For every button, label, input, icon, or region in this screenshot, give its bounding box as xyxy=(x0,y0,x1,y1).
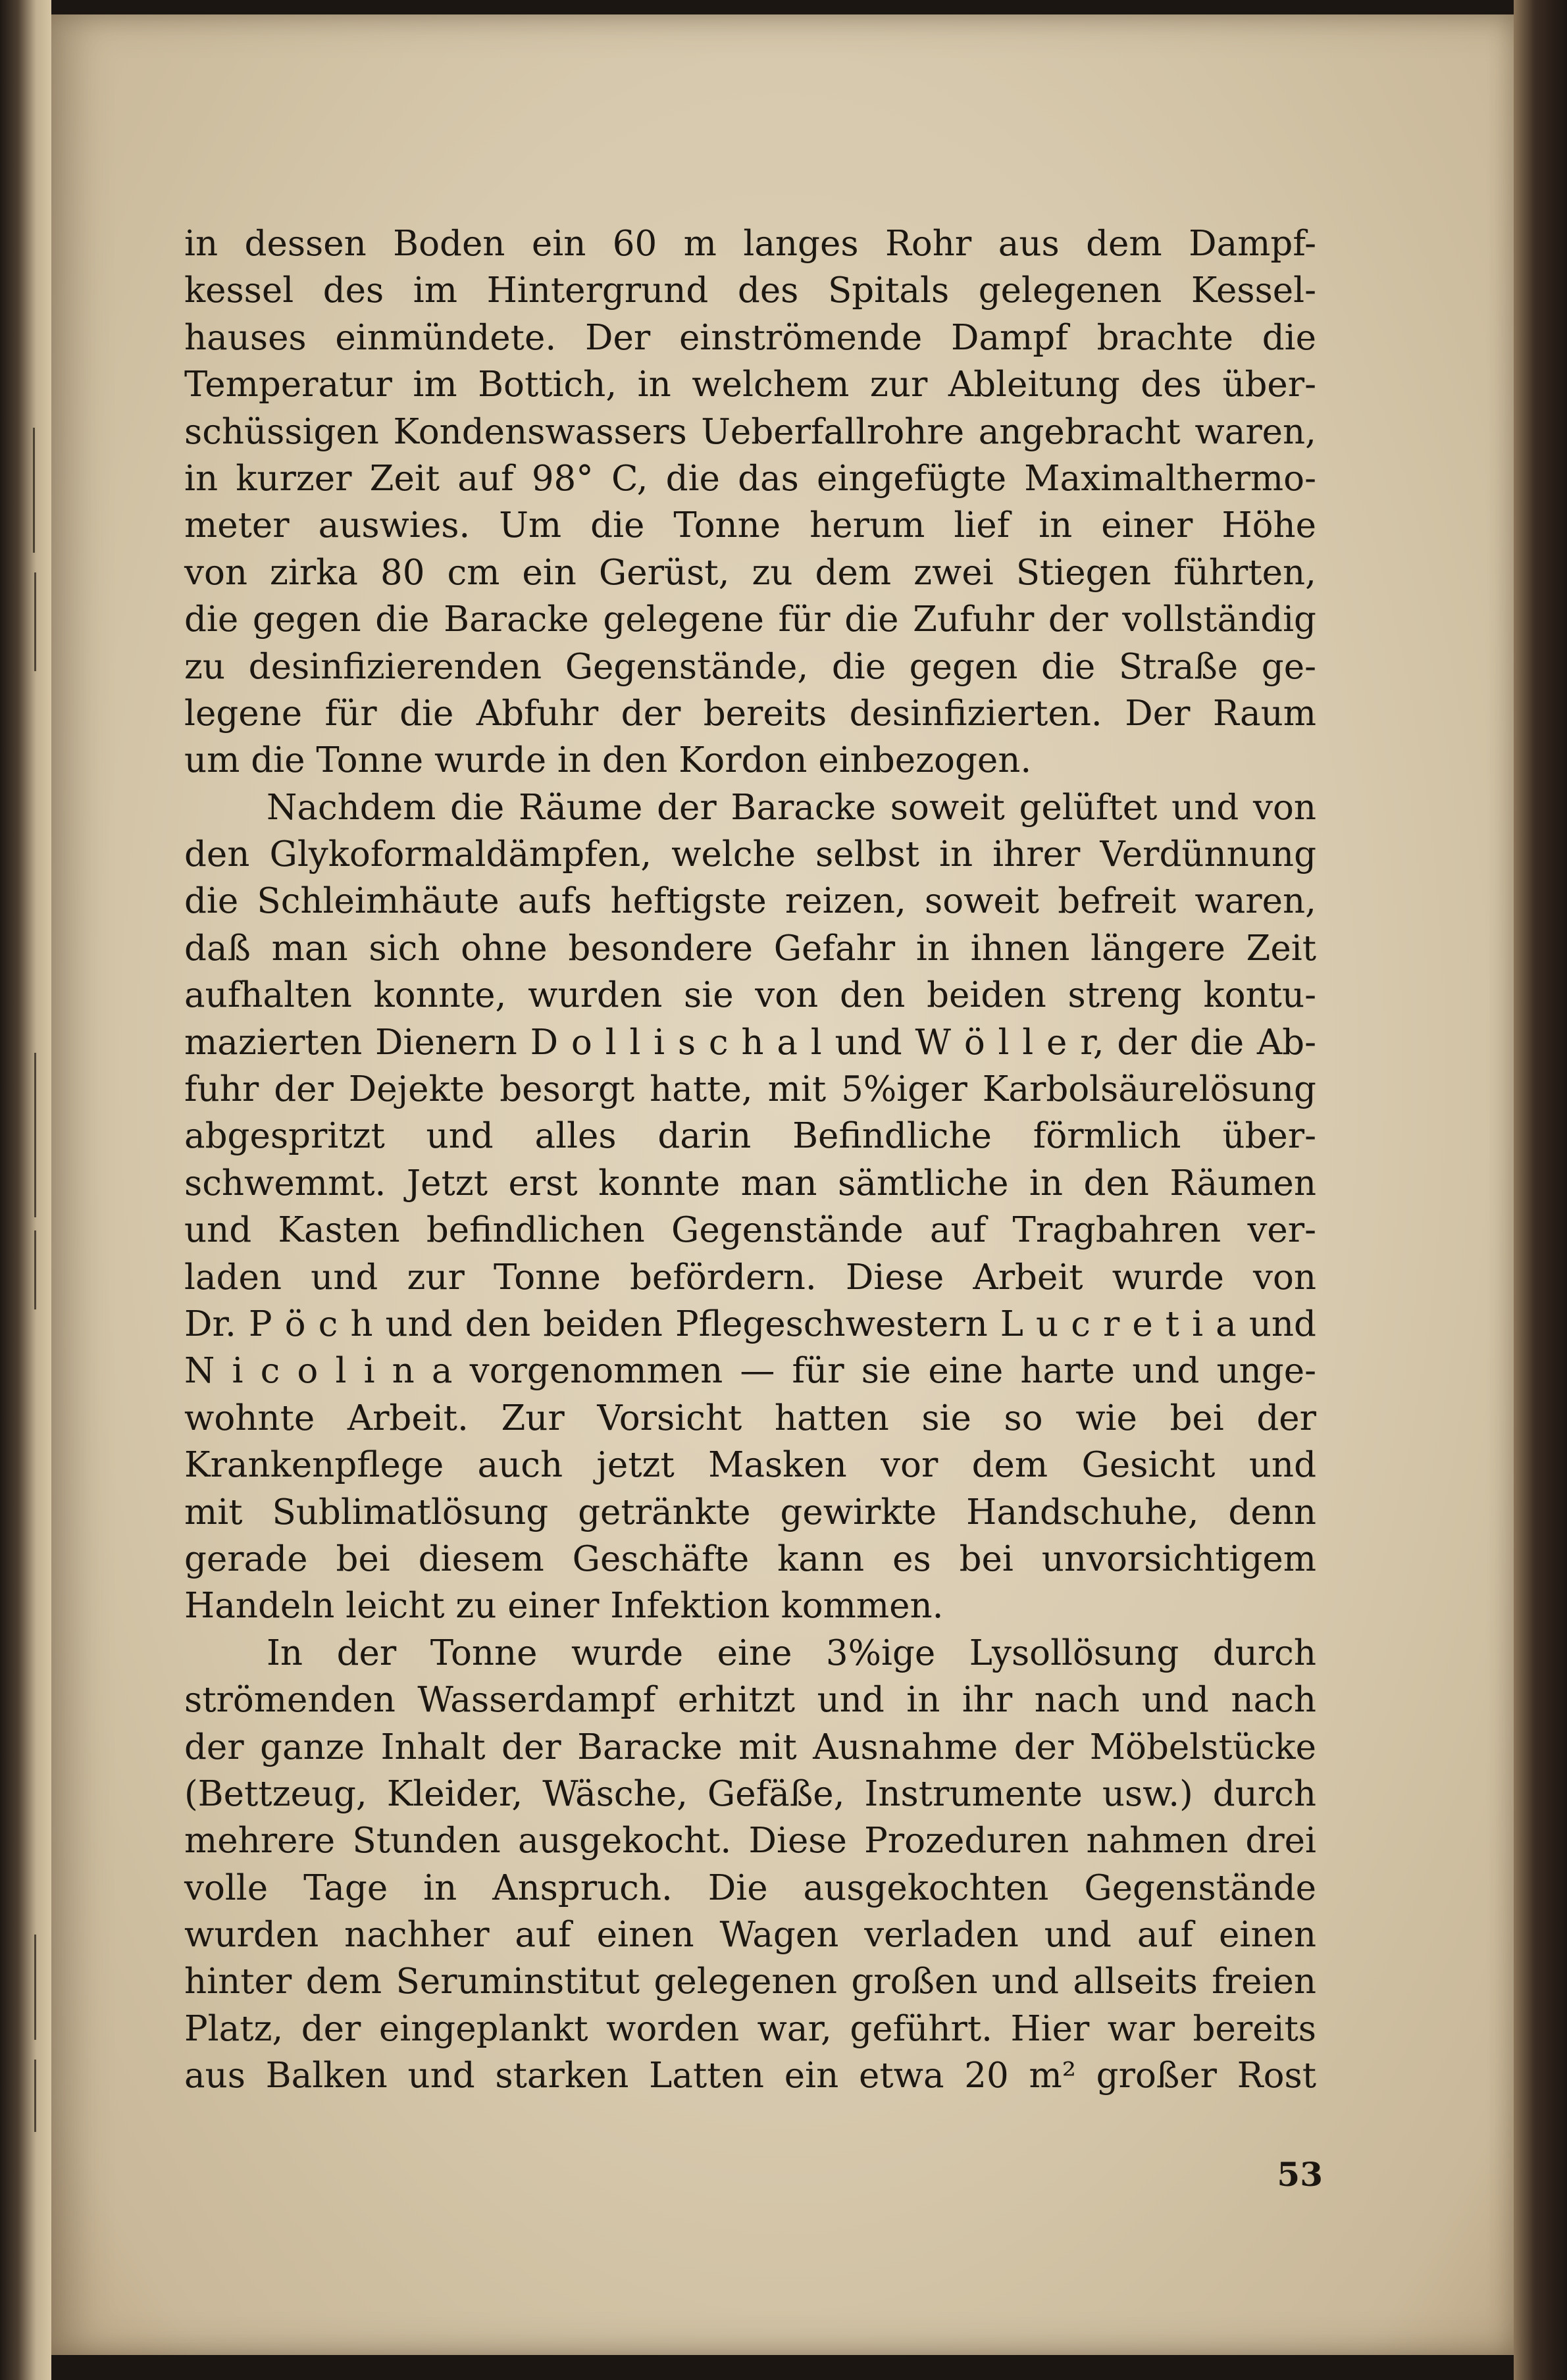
text-line: daß man sich ohne besondere Gefahr in ihnen längere Zeit xyxy=(184,928,1316,969)
page-number: 53 xyxy=(1277,2155,1323,2194)
text-line: hinter dem Seruminstitut gelegenen großen und allseits freien xyxy=(184,1962,1316,2002)
text-line: zu desinfizierenden Gegenstände, die gegen die Straße ge- xyxy=(184,646,1316,687)
text-line: fuhr der Dejekte besorgt hatte, mit 5%iger Karbolsäurelösung xyxy=(184,1069,1316,1110)
facing-page-print-bleed xyxy=(26,0,46,2380)
text-line: Handeln leicht zu einer Infektion kommen. xyxy=(184,1586,944,1627)
text-line: mit Sublimatlösung getränkte gewirkte Handschuhe, denn xyxy=(184,1492,1316,1532)
text-line: in dessen Boden ein 60 m langes Rohr aus dem Dampf- xyxy=(184,224,1316,264)
text-line: von zirka 80 cm ein Gerüst, zu dem zwei Stiegen führten, xyxy=(184,552,1316,593)
text-line: die gegen die Baracke gelegene für die Zufuhr der vollständig xyxy=(184,599,1316,640)
paragraph-3 xyxy=(184,1630,1316,2100)
text-line: den Glykoformaldämpfen, welche selbst in ihrer Verdünnung xyxy=(184,834,1316,875)
text-line: Krankenpflege auch jetzt Masken vor dem Gesicht und xyxy=(184,1445,1316,1486)
paragraph-2 xyxy=(184,784,1316,1630)
text-line: Platz, der eingeplankt worden war, geführt. Hier war bereits xyxy=(184,2008,1316,2049)
facing-page-edge xyxy=(0,0,51,2380)
text-line: in kurzer Zeit auf 98° C, die das eingefügte Maximalthermo- xyxy=(184,458,1316,499)
text-line: gerade bei diesem Geschäfte kann es bei unvorsichtigem xyxy=(184,1538,1316,1579)
page-edge-right xyxy=(1514,0,1567,2380)
text-line: hauses einmündete. Der einströmende Dampf brachte die xyxy=(184,317,1316,358)
text-line: strömenden Wasserdampf erhitzt und in ihr nach und nach xyxy=(184,1680,1316,1721)
text-line: legene für die Abfuhr der bereits desinfizierten. Der Raum xyxy=(184,693,1316,734)
text-line: volle Tage in Anspruch. Die ausgekochten Gegenstände xyxy=(184,1867,1316,1908)
text-line: aufhalten konnte, wurden sie von den beiden streng kontu- xyxy=(184,975,1316,1016)
text-line: um die Tonne wurde in den Kordon einbezogen. xyxy=(184,740,1032,781)
text-line: Temperatur im Bottich, in welchem zur Ableitung des über- xyxy=(184,365,1316,405)
text-line: mehrere Stunden ausgekocht. Diese Prozeduren nahmen drei xyxy=(184,1821,1316,1861)
text-line: mazierten Dienern D o l l i s c h a l und W ö l l e r, der die Ab- xyxy=(184,1022,1316,1063)
text-line: aus Balken und starken Latten ein etwa 20 m² großer Rost xyxy=(184,2056,1316,2096)
text-line: abgespritzt und alles darin Befindliche förmlich über- xyxy=(184,1116,1316,1157)
text-line: meter auswies. Um die Tonne herum lief in einer Höhe xyxy=(184,505,1316,546)
text-line: wohnte Arbeit. Zur Vorsicht hatten sie so wie bei der xyxy=(184,1398,1316,1438)
text-line: (Bettzeug, Kleider, Wäsche, Gefäße, Instrumente usw.) durch xyxy=(184,1773,1316,1814)
text-line: schüssigen Kondenswassers Ueberfallrohre angebracht waren, xyxy=(184,411,1316,452)
text-line: schwemmt. Jetzt erst konnte man sämtliche in den Räumen xyxy=(184,1163,1316,1203)
text-line: In der Tonne wurde eine 3%ige Lysollösung durch xyxy=(267,1633,1316,1673)
text-line: und Kasten befindlichen Gegenstände auf Tragbahren ver- xyxy=(184,1210,1316,1251)
text-line: wurden nachher auf einen Wagen verladen und auf einen xyxy=(184,1915,1316,1956)
text-line: kessel des im Hintergrund des Spitals gelegenen Kessel- xyxy=(184,270,1316,311)
body-text xyxy=(184,220,1316,2100)
text-line: die Schleimhäute aufs heftigste reizen, soweit befreit waren, xyxy=(184,881,1316,922)
text-line: Nachdem die Räume der Baracke soweit gelüftet und von xyxy=(267,787,1316,828)
paragraph-1 xyxy=(184,220,1316,784)
text-line: der ganze Inhalt der Baracke mit Ausnahme der Möbelstücke xyxy=(184,1727,1316,1767)
text-line: laden und zur Tonne befördern. Diese Arbeit wurde von xyxy=(184,1257,1316,1298)
text-line: N i c o l i n a vorgenommen — für sie eine harte und unge- xyxy=(184,1351,1316,1392)
text-line: Dr. P ö c h und den beiden Pflegeschwestern L u c r e t i a und xyxy=(184,1304,1316,1344)
